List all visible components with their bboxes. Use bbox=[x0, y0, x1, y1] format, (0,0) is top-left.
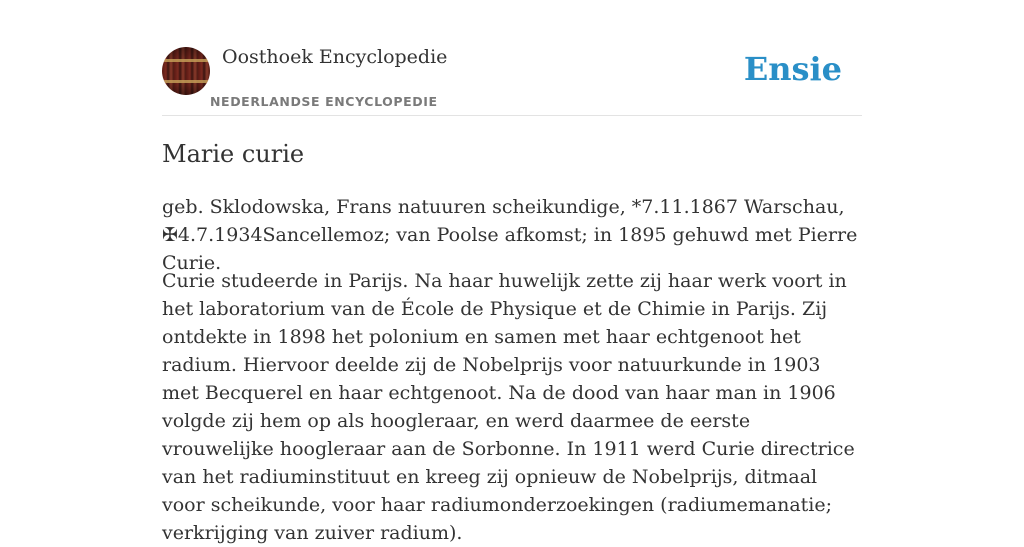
brand-logo[interactable]: Ensie bbox=[743, 50, 842, 88]
article-paragraph: Curie studeerde in Parijs. Na haar huwelijk zette zij haar werk voort in het laboratorium van de École de Physique et de Chimie in Parijs. Zij ontdekte in 1898 het polonium en samen met haar echtgenoot het radium. Hiervoor deelde zij de Nobelprijs voor natuurkunde in 1903 met Becquerel en haar echtgenoot. Na de dood van haar man in 1906 volgde zij hem op als hoogleraar, en werd daarmee de eerste vrouwelijke hoogleraar aan de Sorbonne. In 1911 werd Curie directrice van het radiuminstituut en kreeg zij opnieuw de Nobelprijs, ditmaal voor scheikunde, voor haar radiumonderzoekingen (radiumemanatie; verkrijging van zuiver radium). bbox=[162, 270, 855, 544]
site-title[interactable]: Oosthoek Encyclopedie bbox=[222, 46, 448, 68]
avatar-band bbox=[162, 59, 210, 62]
page-title: Marie curie bbox=[162, 140, 305, 168]
avatar-band bbox=[162, 80, 210, 83]
page bbox=[162, 0, 862, 544]
site-header bbox=[162, 0, 862, 116]
article-paragraph: geb. Sklodowska, Frans natuuren scheikundige, *7.11.1867 Warschau, ✠4.7.1934Sancellemoz; van Poolse afkomst; in 1895 gehuwd met Pierre Curie. bbox=[162, 196, 858, 274]
site-subtitle: NEDERLANDSE ENCYCLOPEDIE bbox=[210, 94, 438, 109]
encyclopedia-avatar[interactable] bbox=[162, 47, 210, 95]
